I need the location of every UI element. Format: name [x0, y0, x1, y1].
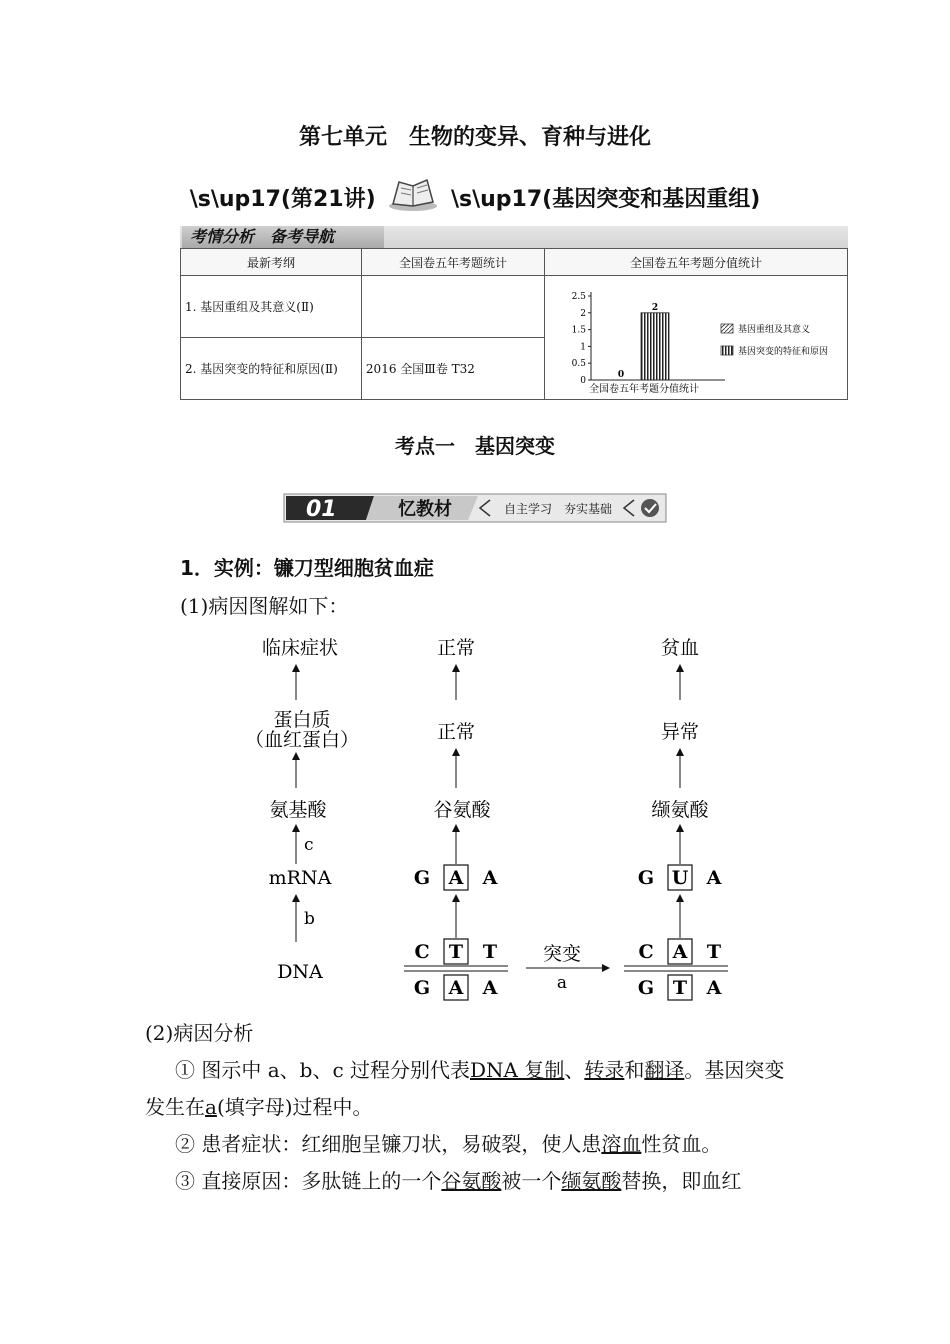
kaodian-title: 考点一 基因突变 — [395, 434, 555, 458]
answer-hemolytic: 溶血 — [601, 1132, 642, 1156]
base-letter: T — [448, 941, 464, 963]
paragraph-symptom: ② 患者症状：红细胞呈镰刀状，易破裂，使人患溶血性贫血。 — [175, 1132, 722, 1156]
base-letter: G — [413, 867, 431, 889]
lecture-right: \s\up17(基因突变和基因重组) — [450, 186, 761, 212]
open-book-icon — [383, 176, 443, 218]
base-letter: G — [637, 977, 655, 999]
lecture-title — [0, 176, 950, 218]
valine-label: 缬氨酸 — [651, 799, 709, 821]
analysis-banner — [180, 226, 848, 248]
anemia-label: 贫血 — [660, 637, 700, 659]
mrna-label: mRNA — [268, 867, 332, 889]
glutamate-label: 谷氨酸 — [433, 799, 491, 821]
base-letter: G — [413, 977, 431, 999]
mrna-mutant — [638, 865, 722, 890]
step-a-label: a — [556, 973, 568, 993]
table-row-stats: 2016 全国Ⅲ卷 T32 — [361, 338, 544, 400]
bar-value-label: 2 — [651, 302, 659, 313]
y-tick-label: 1 — [580, 342, 586, 353]
col-header-outline: 最新考纲 — [181, 249, 362, 276]
y-tick-label: 2 — [580, 308, 586, 319]
score-chart-cell — [545, 276, 848, 400]
base-letter: T — [706, 941, 722, 963]
hemoglobin-label: （血红蛋白） — [244, 729, 360, 751]
answer-translation: 翻译 — [644, 1058, 685, 1082]
legend-label: 基因重组及其意义 — [738, 325, 811, 335]
y-tick-label: 0 — [580, 376, 586, 386]
col-header-score: 全国卷五年考题分值统计 — [545, 249, 848, 276]
analysis-table — [180, 248, 848, 400]
step-b-label: b — [304, 909, 315, 929]
bar-value-label: 0 — [617, 370, 625, 380]
table-row-stats — [361, 276, 544, 338]
badge-subtitle: 自主学习 夯实基础 — [504, 502, 613, 516]
answer-glutamate: 谷氨酸 — [441, 1169, 502, 1193]
base-letter: A — [448, 977, 464, 999]
paragraph-process: ① 图示中 a、b、c 过程分别代表DNA 复制、转录和翻译。基因突变 发生在a(填字母)过程中。 — [145, 1058, 785, 1119]
paragraph-direct-cause: ③ 直接原因：多肽链上的一个谷氨酸被一个缬氨酸替换，即血红 — [175, 1169, 742, 1193]
dna-mutant-bot — [638, 975, 722, 1000]
section-badge — [282, 492, 668, 524]
dna-label: DNA — [277, 961, 323, 983]
lecture-left: \s\up17(第21讲) — [189, 186, 376, 212]
abnormal-protein-label: 异常 — [660, 721, 700, 743]
bar — [641, 313, 669, 380]
analysis-banner-label: 考情分析 备考导航 — [182, 226, 384, 248]
answer-step-a: a — [205, 1095, 217, 1119]
base-letter: U — [671, 867, 689, 889]
y-tick-label: 1.5 — [571, 325, 586, 336]
badge-title: 忆教材 — [398, 499, 452, 520]
check-icon — [641, 499, 659, 517]
amino-acid-label: 氨基酸 — [269, 799, 327, 821]
base-letter: A — [706, 867, 722, 889]
base-letter: C — [414, 941, 430, 963]
answer-valine: 缬氨酸 — [561, 1169, 622, 1193]
dna-normal-top — [414, 939, 497, 964]
answer-transcription: 转录 — [584, 1058, 625, 1082]
protein-label: 蛋白质 — [273, 709, 331, 731]
table-row-outline: 1. 基因重组及其意义(Ⅱ) — [181, 276, 362, 338]
legend-swatch — [721, 346, 733, 355]
base-letter: G — [637, 867, 655, 889]
dna-mutant-top — [638, 939, 721, 964]
pathogenesis-diagram — [240, 630, 760, 1010]
base-letter: A — [482, 977, 498, 999]
y-tick-label: 0.5 — [571, 359, 586, 370]
mrna-normal — [414, 865, 498, 890]
base-letter: A — [672, 941, 688, 963]
heading-example: 1．实例：镰刀型细胞贫血症 — [180, 556, 434, 580]
score-chart — [545, 276, 847, 396]
legend-swatch — [721, 324, 733, 333]
base-letter: A — [448, 867, 464, 889]
normal-symptom-label: 正常 — [436, 637, 476, 659]
heading-cause-analysis: (2)病因分析 — [145, 1021, 254, 1045]
base-letter: T — [482, 941, 498, 963]
table-row-outline: 2. 基因突变的特征和原因(Ⅱ) — [181, 338, 362, 400]
badge-number: 01 — [306, 497, 337, 522]
chart-title: 全国卷五年考题分值统计 — [589, 384, 699, 395]
heading-cause-diagram: (1)病因图解如下： — [180, 594, 349, 618]
base-letter: A — [706, 977, 722, 999]
legend-label: 基因突变的特征和原因 — [738, 347, 829, 357]
mutation-label: 突变 — [542, 943, 582, 965]
dna-normal-bot — [414, 975, 498, 1000]
clinical-symptom-label: 临床症状 — [261, 637, 339, 659]
unit-title: 第七单元 生物的变异、育种与进化 — [298, 125, 651, 150]
base-letter: A — [482, 867, 498, 889]
normal-protein-label: 正常 — [436, 721, 476, 743]
col-header-stats: 全国卷五年考题统计 — [361, 249, 544, 276]
answer-dna-replication: DNA 复制 — [470, 1058, 565, 1082]
base-letter: C — [638, 941, 654, 963]
step-c-label: c — [304, 835, 314, 855]
y-tick-label: 2.5 — [571, 292, 586, 302]
base-letter: T — [672, 977, 688, 999]
